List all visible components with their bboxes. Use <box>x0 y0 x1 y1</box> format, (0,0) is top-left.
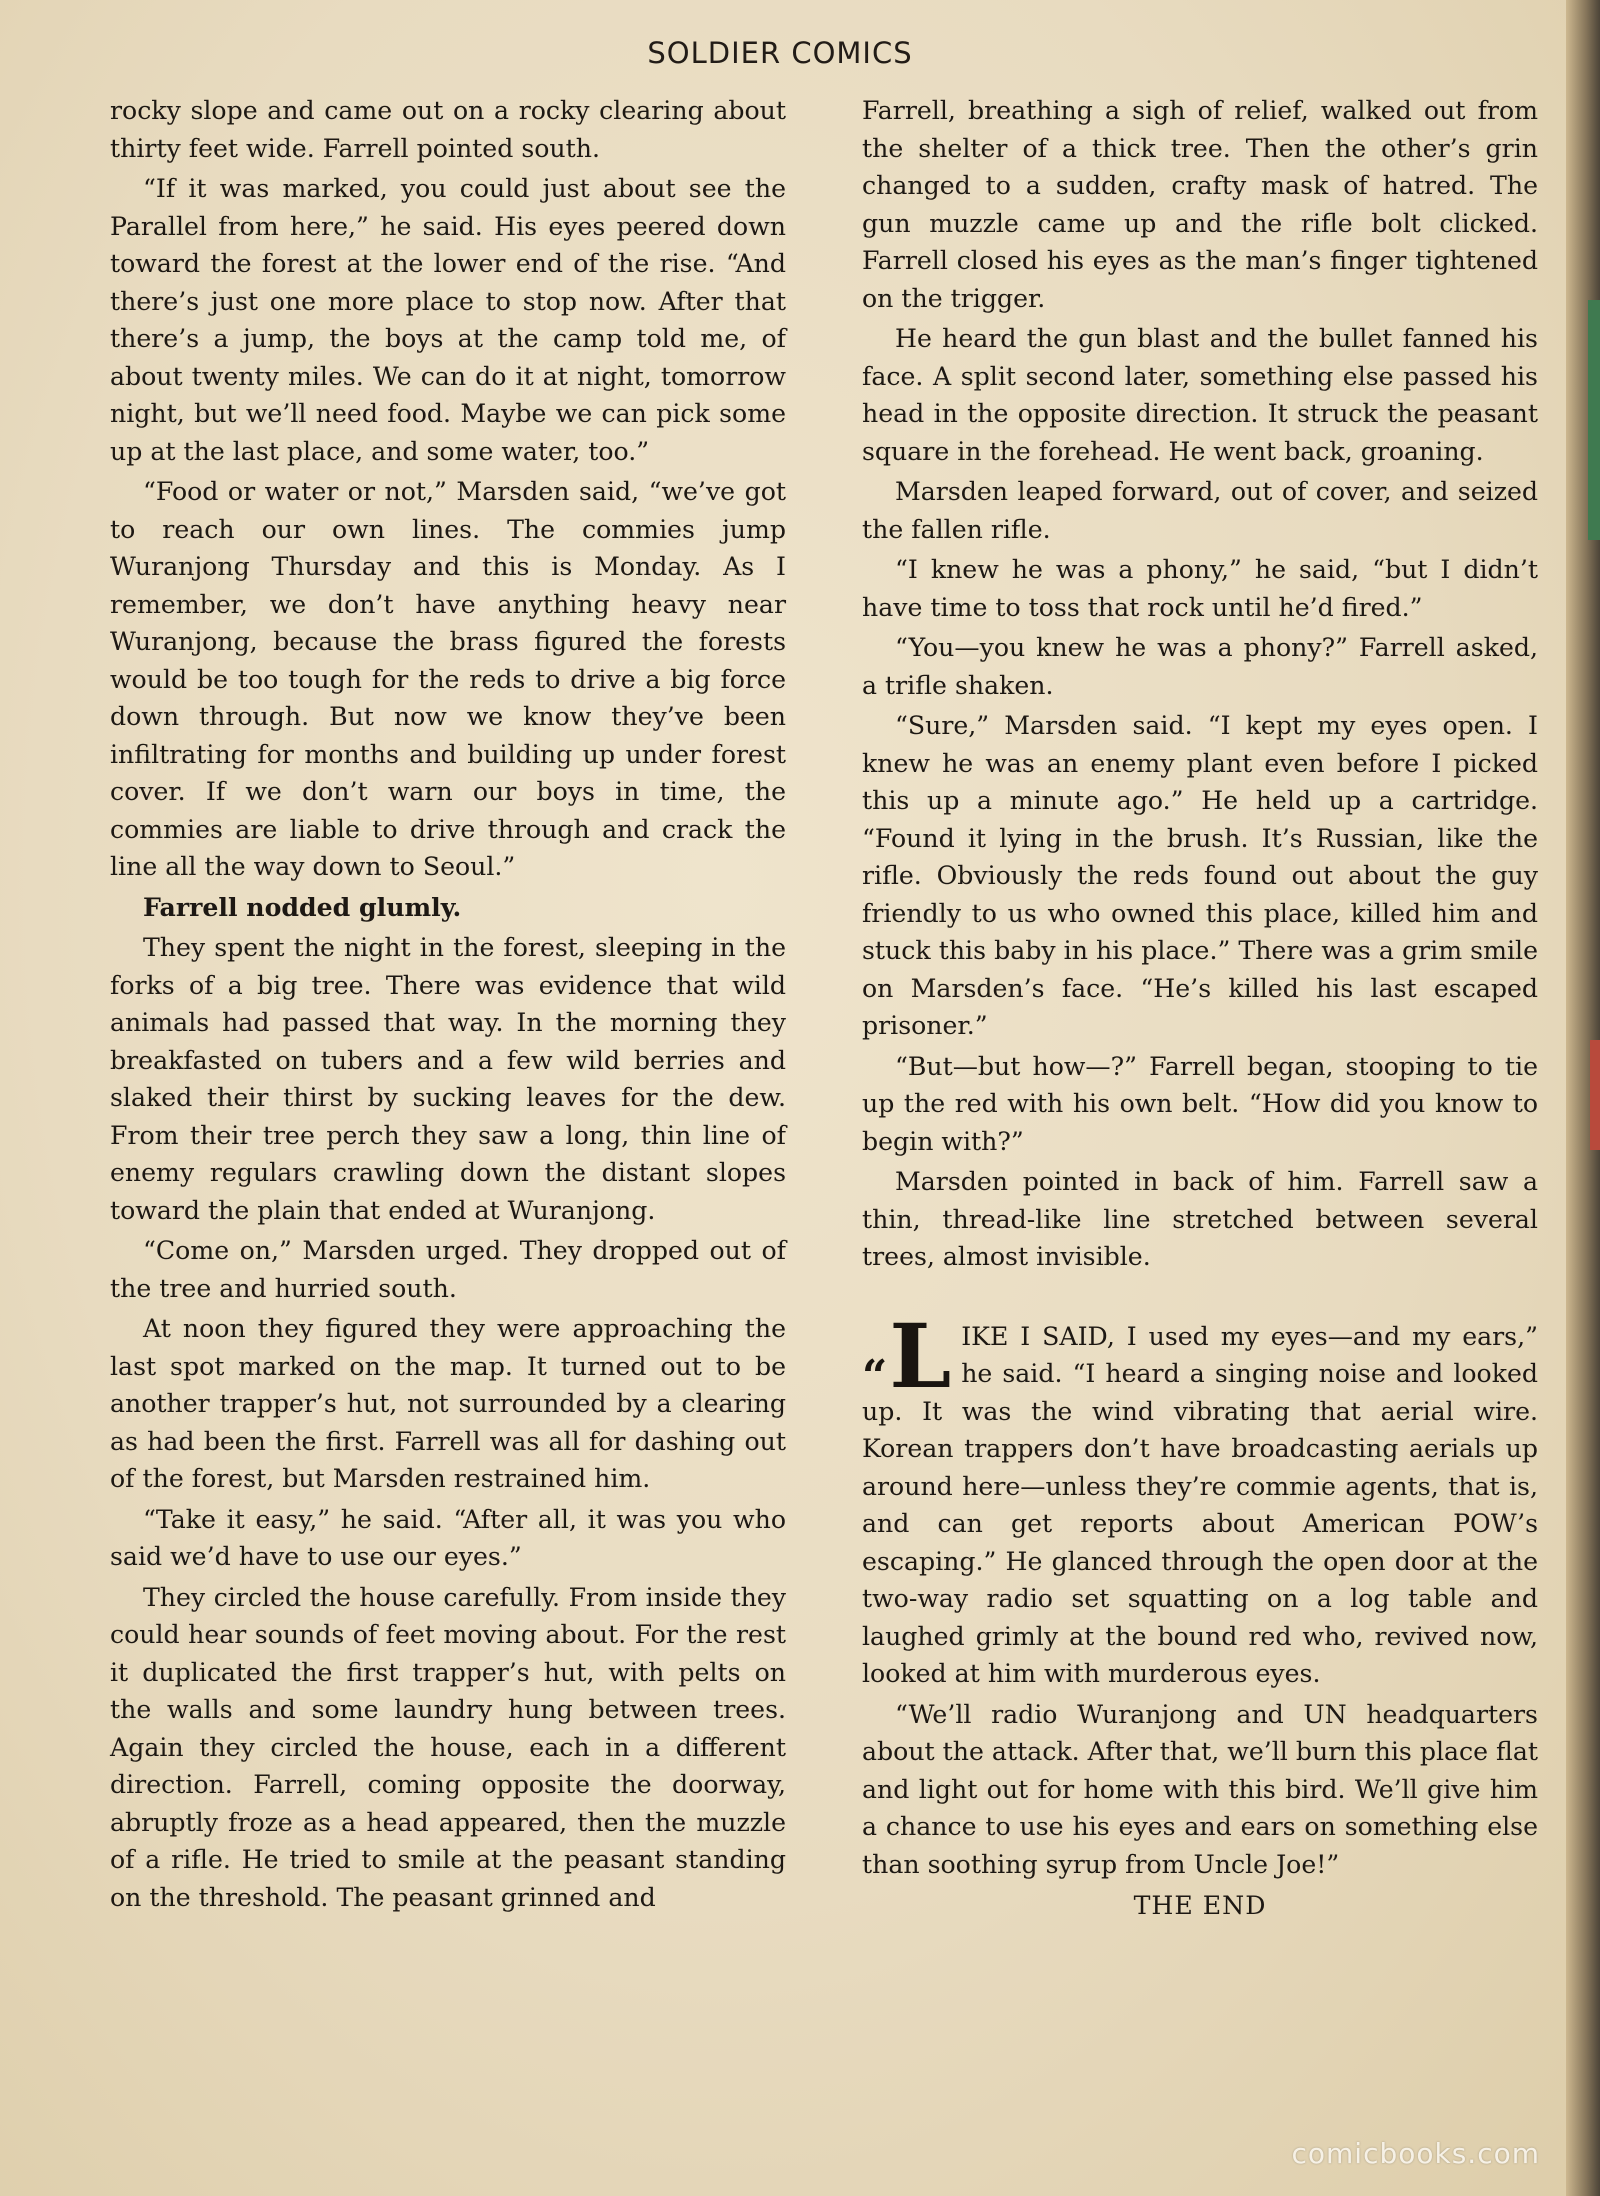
paragraph: “But—but how—?” Farrell began, stooping to tie up the red with his own belt. “How did you know to begin with?” <box>862 1051 1538 1156</box>
paragraph: “You—you knew he was a phony?” Farrell asked, a trifle shaken. <box>862 633 1538 700</box>
text-column-left <box>110 92 786 1919</box>
paragraph: “Come on,” Marsden urged. They dropped out of the tree and hurried south. <box>110 1236 786 1303</box>
paragraph: “Sure,” Marsden said. “I kept my eyes open. I knew he was an enemy plant even before I picked this up a minute ago.” He held up a cartridge. “Found it lying in the brush. It’s Russian, like the rifle. Obviously the reds found out about the guy friendly to us who owned this place, killed him and stuck this baby in his place.” There was a grim smile on Marsden’s face. “He’s killed his last escaped prisoner.” <box>862 711 1538 1040</box>
paragraph: “I knew he was a phony,” he said, “but I didn’t have time to toss that rock until he’d fired.” <box>862 555 1538 622</box>
edge-color-mark <box>1588 300 1600 540</box>
page-edge-binding <box>1566 0 1600 2196</box>
paragraph: rocky slope and came out on a rocky clearing about thirty feet wide. Farrell pointed south. <box>110 96 786 163</box>
paragraph: They spent the night in the forest, sleeping in the forks of a big tree. There was evidence that wild animals had passed that way. In the morning they breakfasted on tubers and a few wild berries and slaked their thirst by sucking leaves for the dew. From their tree perch they saw a long, thin line of enemy regulars crawling down the distant slopes toward the plain that ended at Wuranjong. <box>110 933 786 1225</box>
end-marker: THE END <box>1133 1891 1267 1920</box>
drop-cap-quote: “ <box>862 1350 888 1402</box>
site-watermark: comicbooks.com <box>1291 2137 1540 2170</box>
running-title: SOLDIER COMICS <box>647 36 913 70</box>
paragraph: Farrell, breathing a sigh of relief, walked out from the shelter of a thick tree. Then the other’s grin changed to a sudden, crafty mask of hatred. The gun muzzle came up and the rifle bolt clicked. Farrell closed his eyes as the man’s finger tightened on the trigger. <box>862 96 1538 313</box>
paragraph: He heard the gun blast and the bullet fanned his face. A split second later, something else passed his head in the opposite direction. It struck the peasant square in the forehead. He went back, groaning. <box>862 324 1538 466</box>
paragraph: They circled the house carefully. From inside they could hear sounds of feet moving about. For the rest it duplicated the first trapper’s hut, with pelts on the walls and some laundry hung between trees. Again they circled the house, each in a different direction. Farrell, coming opposite the doorway, abruptly froze as a head appeared, then the muzzle of a rifle. He tried to smile at the peasant standing on the threshold. The peasant grinned and <box>110 1582 786 1912</box>
drop-cap-lead-caps: IKE I SAID, <box>961 1321 1115 1351</box>
drop-cap-paragraph <box>862 1303 1538 1693</box>
paragraph: “If it was marked, you could just about see the Parallel from here,” he said. His eyes peered down toward the forest at the lower end of the rise. “And there’s just one more place to stop now. After that there’s a jump, the boys at the camp told me, of about twenty miles. We can do it at night, tomorrow night, but we’ll need food. Maybe we can pick some up at the last place, and some water, too.” <box>110 174 786 466</box>
drop-cap-text: I used my eyes—and my ears,” he said. “I heard a singing noise and looked up. It was the wind vibrating that aerial wire. Korean trappers don’t have broadcasting aerials up around here—unless they’re commie agents, that is, and can get reports about American POW’s escaping.” He glanced through the open door at the two-way radio set squatting on a log table and laughed grimly at the bound red who, revived now, looked at him with murderous eyes. <box>862 1321 1538 1688</box>
paragraph: At noon they figured they were approaching the last spot marked on the map. It turned out to be another trapper’s hut, not surrounded by a clearing as had been the first. Farrell was all for dashing out of the forest, but Marsden restrained him. <box>110 1314 786 1493</box>
text-column-right <box>862 92 1538 1928</box>
paragraph: Marsden leaped forward, out of cover, and seized the fallen rifle. <box>862 477 1538 544</box>
edge-color-mark <box>1590 1040 1600 1150</box>
drop-cap <box>862 1303 952 1408</box>
drop-cap-letter: L <box>889 1303 952 1408</box>
paragraph: “We’ll radio Wuranjong and UN headquarters about the attack. After that, we’ll burn this place flat and light out for home with this bird. We’ll give him a chance to use his eyes and ears on something else than soothing syrup from Uncle Joe!” <box>862 1699 1538 1879</box>
paragraph: “Take it easy,” he said. “After all, it was you who said we’d have to use our eyes.” <box>110 1504 786 1571</box>
paragraph: Farrell nodded glumly. <box>143 891 462 922</box>
paragraph: Marsden pointed in back of him. Farrell saw a thin, thread-like line stretched between several trees, almost invisible. <box>862 1167 1538 1271</box>
paragraph: “Food or water or not,” Marsden said, “we’ve got to reach our own lines. The commies jump Wuranjong Thursday and this is Monday. As I remember, we don’t have anything heavy near Wuranjong, because the brass figured the forests would be too tough for the reds to drive a big force down through. But now we know they’ve been infiltrating for months and building up under forest cover. If we don’t warn our boys in time, the commies are liable to drive through and crack the line all the way down to Seoul.” <box>110 477 786 881</box>
